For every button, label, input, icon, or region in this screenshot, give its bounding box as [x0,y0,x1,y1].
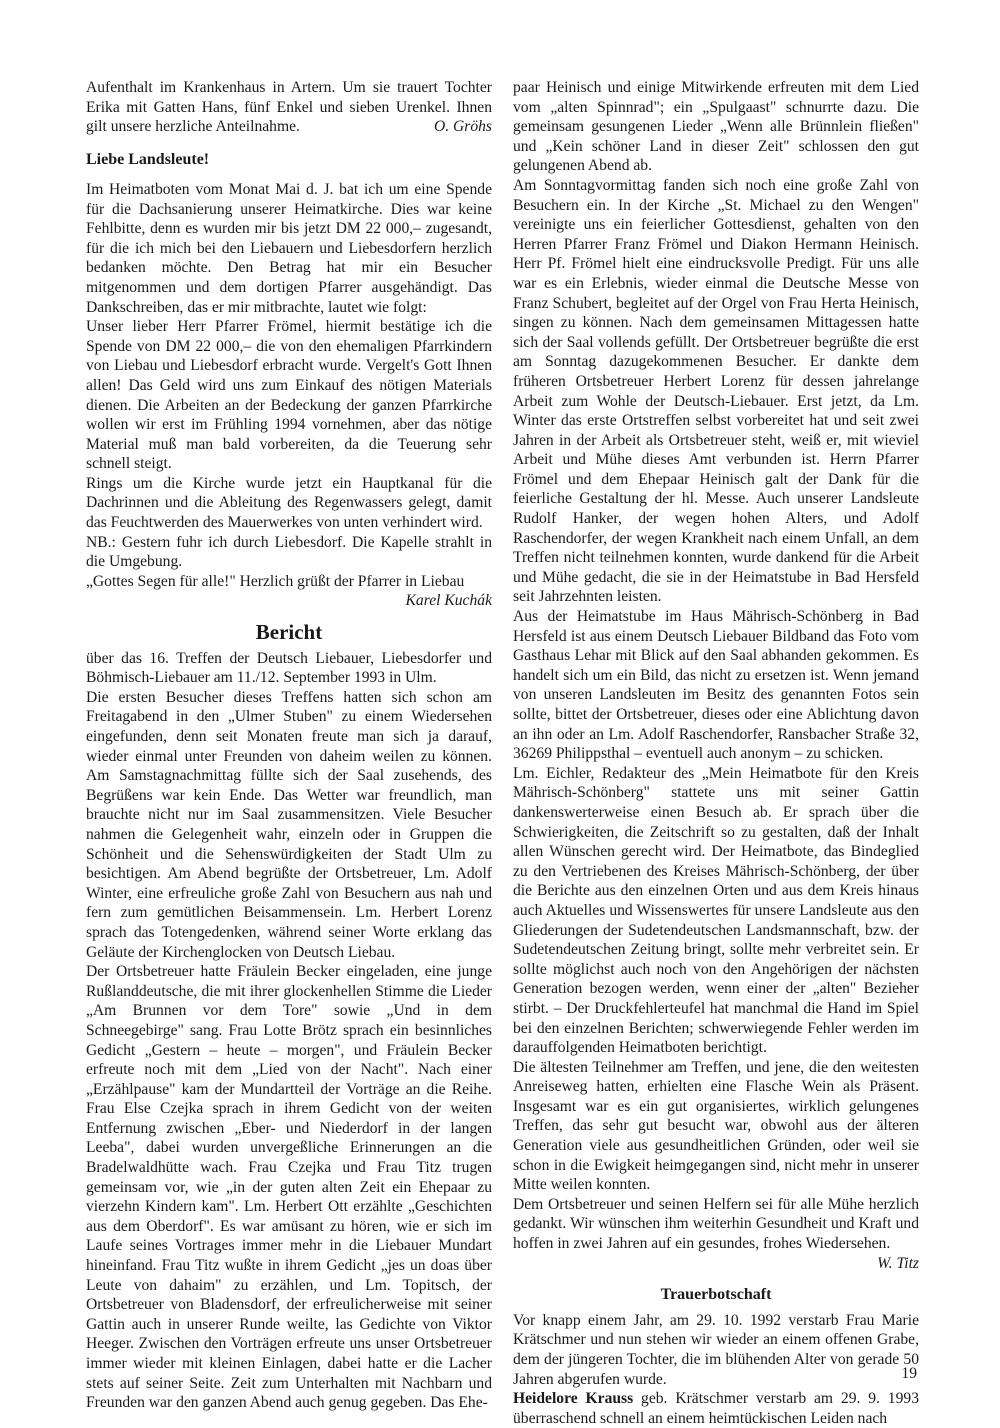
letter-paragraph: Unser lieber Herr Pfarrer Frömel, hiermit bestätige ich die Spende von DM 22 000,– die von den ehemaligen Pfarrkindern von Liebau und Liebesdorf erbracht wurde. Vergelt's Gott Ihnen allen! Das Geld wird uns zum Einkauf des nötigen Materials dienen. Die Arbeiten an der Bedeckung der ganzen Pfarrkirche wollen wir erst im Frühling 1994 vornehmen, aber das nötige Material muß man bald vorbereiten, da die Teuerung sehr schnell steigt. [86,318,492,473]
bericht-heading: Bericht [255,620,323,645]
bericht-paragraph: Am Sonntagvormittag fanden sich noch eine große Zahl von Besuchern ein. In der Kirche „St. Michael zu den Wengen" vereinigte uns ein feierlicher Gottesdienst, gehalten von den Herren Pfarrer Franz Frömel und Diakon Hermann Heinisch. Herr Pf. Frömel hielt eine eindrucksvolle Predigt. Für uns alle war es ein Erlebnis, wieder einmal die Deutsche Messe von Franz Schubert, begleitet auf der Orgel von Frau Herta Heinisch, singen zu können. Nach dem gemeinsamen Mittagessen hatte sich der Saal vollends gefüllt. Der Ortsbetreuer begrüßte die erst am Sonntag dazugekommenen Besucher. Er dankte dem früheren Ortsbetreuer Herbert Lorenz für dessen jahrelange Arbeit zum Wohle der Deutsch-Liebauer. Erst jetzt, da Lm. Winter das erste Ortstreffen selbst vorbereitet hat und seit zwei Jahren in der Arbeit als Ortsbetreuer steht, weiß er, mit wieviel Arbeit und Mühe dieses Amt verbunden ist. Herrn Pfarrer Frömel und dem Ehepaar Heinisch galt der Dank für die feierliche Gestaltung der hl. Messe. Auch unserer Landsleute Rudolf Hanker, der wegen hohen Alters, und Adolf Raschendorfer, der wegen Krankheit nach einem Unfall, an dem Treffen nicht teilnehmen konnten, wurde dankend für die Arbeit und Mühe gedacht, die sie in der Heimatstube in Bad Hersfeld seit Jahrzehnten leisten. [513,176,919,606]
bericht-paragraph: Die ersten Besucher dieses Treffens hatten sich schon am Freitagabend in den „Ulmer Stuben" zu einem Wiedersehen eingefunden, denn seit Monaten freute man sich ja darauf, wieder einmal unter Freunden von daheim weilen zu können. Am Samstagnachmittag füllte sich der Saal zusehends, des Begrüßens war kein Ende. Das Wetter war freundlich, man brauchte nicht nur im Saal zusammensitzen. Viele Besucher nahmen die Gelegenheit wahr, einzeln oder in Gruppen die Schönheit und die Sehenswürdigkeiten der Stadt Ulm zu besichtigen. Am Abend begrüßte der Ortsbetreuer, Lm. Adolf Winter, eine erfreuliche große Zahl von Besuchern aus nah und fern zum gemütlichen Beisammensein. Lm. Herbert Lorenz sprach das Totengedenken, während seiner Worte erklang das Geläute der Kirchenglocken von Deutsch Liebau. [86,688,492,961]
bericht-paragraph: Der Ortsbetreuer hatte Fräulein Becker eingeladen, eine junge Rußlanddeutsche, die mit ihrer glockenhellen Stimme die Lieder „Am Brunnen vor dem Tore" sowie „Und in dem Schneegebirge" sang. Frau Lotte Brötz sprach ein besinnliches Gedicht „Gestern – heute – morgen", und Fräulein Becker erfreute noch mit dem „Lied von der Nacht". Nach einer „Erzählpause" kam der Mundartteil der Vorträge an die Reihe. Frau Else Czejka sprach in ihrem Gedicht von der weiten Entfernung zwischen „Eber- und Niederdorf in der langen Leeba", dabei wurden unvergeßliche Erinnerungen an die Bradelwaldhütte wach. Frau Czejka und Frau Titz trugen gemeinsam vor, wie „in der guten alten Zeit ein Ehepaar zu vierzehn Kindern kam". Lm. Herbert Ott erzählte „Geschichten aus dem Oberdorf". Es war amüsant zu hören, wie er sich im Laufe seines Vortrages immer mehr in die Liebauer Mundart hineinfand. Frau Titz wußte in ihrem Gedicht „jes un doas über Leute von dahaim" zu erzählen, und Lm. Topitsch, der Ortsbetreuer von Bladensdorf, der erfreulicherweise mit seiner Gattin auch in unserer Runde weilte, las Gedichte von Viktor Heeger. Zwischen den Vorträgen erfreute uns unser Ortsbetreuer immer wieder mit kleinen Einlagen, dabei hatte er die Lacher stets auf seiner Seite. Zeit zum Unterhalten mit Nachbarn und Freunden war den ganzen Abend auch genug gegeben. Das Ehe- [86,963,492,1412]
letter-paragraph: NB.: Gestern fuhr ich durch Liebesdorf. Die Kapelle strahlt in die Umgebung. [86,533,492,571]
letter-signature: Karel Kuchák [405,592,492,610]
right-column [513,78,919,1428]
letter-paragraph: Rings um die Kirche wurde jetzt ein Hauptkanal für die Dachrinnen und die Ableitung des Regenwassers gelegt, damit das Feuchtwerden des Mauerwerkes von unten verhindert wird. [86,474,492,532]
deceased-name: Heidelore Krauss [513,1390,634,1408]
letter-heading: Liebe Landsleute! [86,151,210,169]
bericht-signature: W. Titz [877,1254,919,1272]
obituary-text: Aufenthalt im Krankenhaus in Artern. Um sie trauert Tochter Erika mit Gatten Hans, fünf Enkel und sieben Urenkel. Ihnen gilt unsere herzliche Anteilnahme. [86,79,492,136]
trauer-paragraph [513,1389,919,1428]
page-number: 19 [901,1365,917,1382]
bericht-paragraph: Aus der Heimatstube im Haus Mährisch-Schönberg in Bad Hersfeld ist aus einem Deutsch Liebauer Bildband das Foto vom Gasthaus Lehar mit Blick auf den Saal abhanden gekommen. Es handelt sich um ein Bild, das nicht zu ersetzen ist. Wenn jemand von unseren Landsleuten im Besitz des genannten Fotos sein sollte, bittet der Ortsbetreuer, dieses oder eine Ablichtung davon an ihn oder an Lm. Adolf Raschendorfer, Ransbacher Straße 32, 36269 Philippsthal – eventuell auch anonym – zu schicken. [513,608,919,763]
trauer-text: geb. Krätschmer verstarb am 29. 9. 1993 überraschend schnell an einem heimtückischen Leiden nach [513,1390,919,1427]
bericht-paragraph: Dem Ortsbetreuer und seinen Helfern sei für alle Mühe herzlich gedankt. Wir wünschen ihm weiterhin Gesundheit und Kraft und hoffen in zwei Jahren auf ein gesundes, frohes Wiedersehen. [513,1195,919,1253]
letter-paragraph: Im Heimatboten vom Monat Mai d. J. bat ich um eine Spende für die Dachsanierung unserer Heimatkirche. Dies war keine Fehlbitte, denn es wurden mir bis jetzt DM 22 000,– zugesandt, für die ich mich bei den Liebauern und Liebesdorfern herzlich bedanken möchte. Den Betrag hat mir ein Besucher mitgenommen und dem dortigen Pfarrer ausgehändigt. Das Dankschreiben, das er mir mitbrachte, lautet wie folgt: [86,180,492,316]
trauer-paragraph: Vor knapp einem Jahr, am 29. 10. 1992 verstarb Frau Marie Krätschmer und nun stehen wir wieder an einem offenen Grabe, dem der jüngeren Tochter, die im blühenden Alter von gerade 50 Jahren abgerufen wurde. [513,1311,919,1388]
obituary-signature: O. Gröhs [433,117,492,135]
letter-paragraph: „Gottes Segen für alle!" Herzlich grüßt der Pfarrer in Liebau [86,572,465,590]
left-column [86,78,492,1413]
bericht-paragraph: über das 16. Treffen der Deutsch Liebauer, Liebesdorfer und Böhmisch-Liebauer am 11./12. September 1993 in Ulm. [86,649,492,687]
bericht-paragraph: paar Heinisch und einige Mitwirkende erfreuten mit dem Lied vom „alten Spinnrad"; ein „Spulgaast" schnurrte dazu. Die gemeinsam gesungenen Lieder „Wenn alle Brünnlein fließen" und „Kein schöner Land in dieser Zeit" schlossen den gut gelungenen Abend ab. [513,79,919,175]
trauer-heading: Trauerbotschaft [660,1286,772,1304]
bericht-paragraph: Lm. Eichler, Redakteur des „Mein Heimatbote für den Kreis Mährisch-Schönberg" stattete uns mit seiner Gattin dankenswerterweise einen Besuch ab. Er sprach über die Schwierigkeiten, die Zeitschrift so zu gestalten, daß der Inhalt allen Wünschen gerecht wird. Der Heimatbote, das Bindeglied zu den Vertriebenen des Kreises Mährisch-Schönberg, der über die Berichte aus den einzelnen Orten und aus dem Kreis hinaus auch Aktuelles und Wissenswertes für unsere Landsleute aus den Gliederungen der Sudetendeutschen Landsmannschaft, bzw. der Sudetendeutschen Zeitung bringt, sollte mehr verbreitet sein. Er sollte möglichst auch noch von den Angehörigen der nächsten Generation bezogen werden, wenn einer der „alten" Bezieher stirbt. – Der Druckfehlerteufel hat manchmal die Hand im Spiel bei den einzelnen Berichten; schwerwiegende Fehler werden im darauffolgenden Heimatboten berichtigt. [513,764,919,1057]
bericht-paragraph: Die ältesten Teilnehmer am Treffen, und jene, die den weitesten Anreiseweg hatten, erhielten eine Flasche Wein als Präsent. Insgesamt war es ein gut organisiertes, wirklich gelungenes Treffen, das sehr gut besucht war, obwohl aus der älteren Generation viele aus gesundheitlichen Gründen, oder weil sie schon in die Ewigkeit heimgegangen sind, nicht mehr in unserer Mitte weilen konnten. [513,1058,919,1194]
